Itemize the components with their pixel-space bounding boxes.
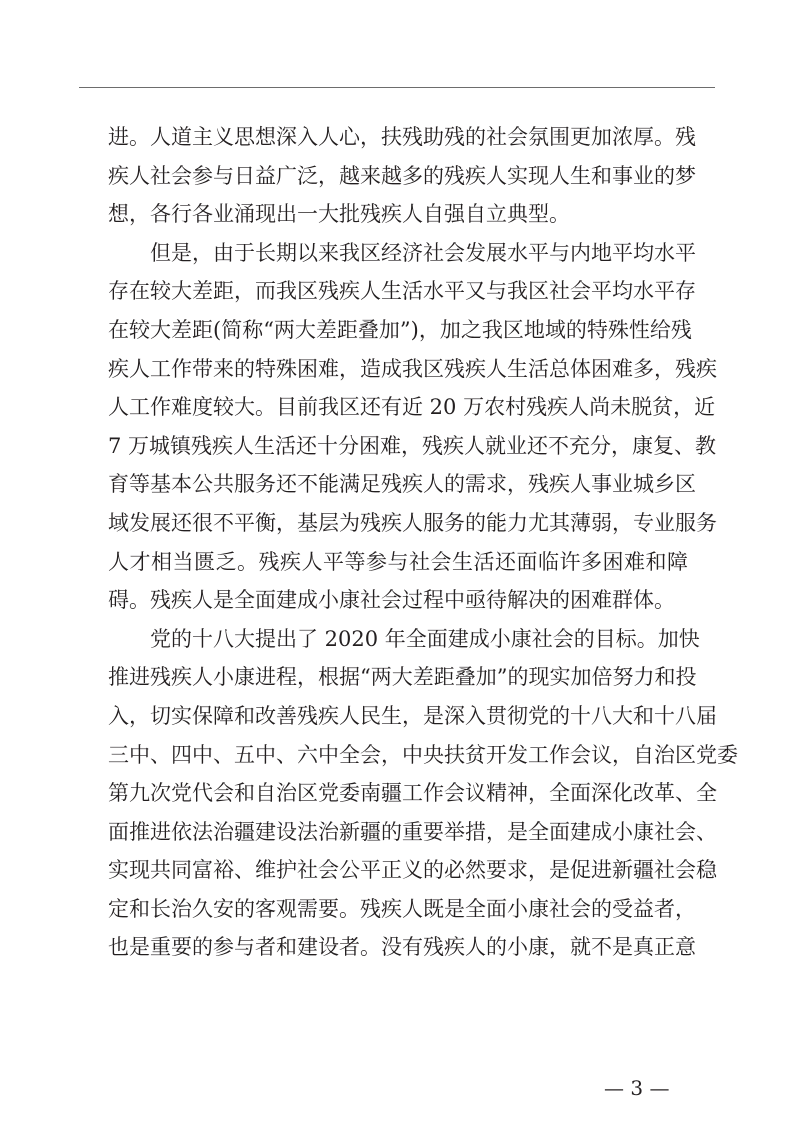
text-line: 域发展还很不平衡，基层为残疾人服务的能力尤其薄弱，专业服务 [108, 510, 717, 535]
text-line: 进。人道主义思想深入人心，扶残助残的社会氛围更加浓厚。残 [108, 125, 696, 149]
text-line: 人工作难度较大。目前我区还有近 20 万农村残疾人尚未脱贫，近 [108, 395, 716, 420]
text-line: 推进残疾人小康进程，根据“两大差距叠加”的现实加倍努力和投 [108, 665, 697, 690]
text-line: 也是重要的参与者和建设者。没有残疾人的小康，就不是真正意 [108, 935, 696, 960]
page-number: — 3 — [604, 1076, 670, 1100]
header-rule [79, 87, 715, 88]
text-line: 定和长治久安的客观需要。残疾人既是全面小康社会的受益者， [108, 896, 696, 921]
text-line: 入，切实保障和改善残疾人民生，是深入贯彻党的十八大和十八届 [108, 703, 717, 728]
text-line: 实现共同富裕、维护社会公平正义的必然要求，是促进新疆社会稳 [108, 858, 717, 883]
text-line: 人才相当匮乏。残疾人平等参与社会生活还面临许多困难和障 [108, 549, 688, 574]
paragraph-first-line: 但是，由于长期以来我区经济社会发展水平与内地平均水平 [150, 240, 696, 265]
text-line: 7 万城镇残疾人生活还十分困难，残疾人就业还不充分，康复、教 [108, 433, 717, 458]
text-line: 存在较大差距，而我区残疾人生活水平又与我区社会平均水平存 [108, 279, 696, 304]
text-line: 疾人社会参与日益广泛，越来越多的残疾人实现人生和事业的梦 [108, 163, 696, 188]
body-text [108, 118, 738, 967]
text-line: 想，各行各业涌现出一大批残疾人自强自立典型。 [108, 202, 570, 227]
text-line: 疾人工作带来的特殊困难，造成我区残疾人生活总体困难多，残疾 [108, 356, 717, 381]
text-line: 三中、四中、五中、六中全会，中央扶贫开发工作会议，自治区党委 [108, 742, 738, 767]
text-line: 面推进依法治疆建设法治新疆的重要举措，是全面建成小康社会、 [108, 819, 717, 844]
text-line: 育等基本公共服务还不能满足残疾人的需求，残疾人事业城乡区 [108, 472, 696, 497]
paragraph-first-line: 党的十八大提出了 2020 年全面建成小康社会的目标。加快 [150, 626, 700, 651]
text-line: 在较大差距(简称“两大差距叠加”)，加之我区地域的特殊性给残 [108, 317, 692, 342]
text-line: 碍。残疾人是全面建成小康社会过程中亟待解决的困难群体。 [108, 588, 675, 613]
text-line: 第九次党代会和自治区党委南疆工作会议精神，全面深化改革、全 [108, 781, 717, 806]
